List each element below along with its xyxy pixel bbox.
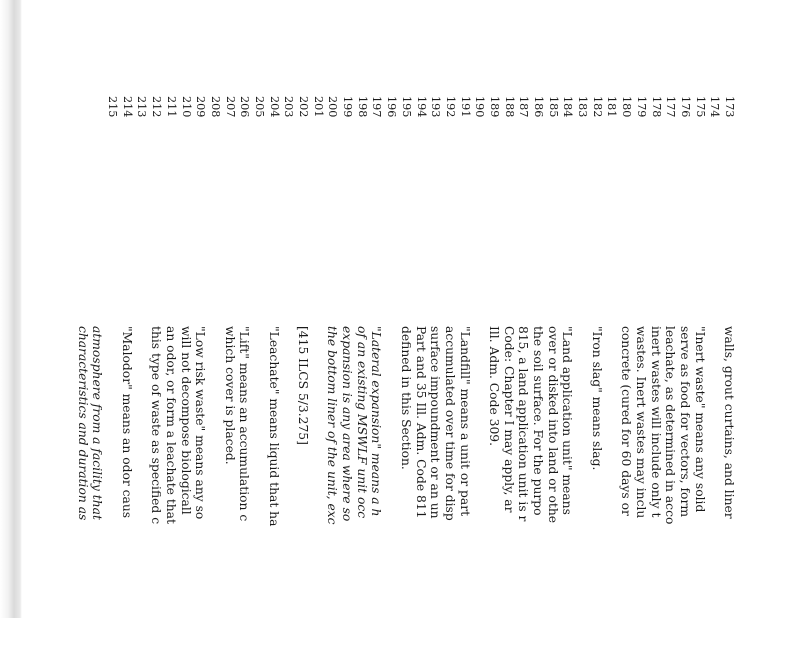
line-number: 176: [678, 96, 692, 118]
text-line: accumulated over time for disp: [442, 326, 457, 521]
line-number: 203: [282, 96, 296, 118]
definition-paragraph: [266, 326, 281, 656]
line-number: 208: [208, 96, 222, 118]
definition-paragraph: [398, 326, 471, 656]
definition-paragraph: [75, 326, 104, 656]
text-line: [415 ILCS 5/3.275]: [296, 326, 311, 445]
line-number: 182: [590, 96, 604, 118]
definition-paragraph: [222, 326, 251, 656]
paragraph-gap: [384, 326, 399, 656]
line-number: 187: [517, 96, 531, 118]
line-number: 211: [164, 96, 178, 118]
text-line: an odor, or form a leachate that: [163, 326, 178, 524]
line-number: 184: [561, 96, 575, 118]
text-line: Code: Chapter I may apply, ar: [501, 326, 516, 513]
line-number: 213: [135, 96, 149, 118]
line-number: 190: [473, 96, 487, 118]
body-text-column: [75, 326, 736, 656]
text-line: leachate, as determined in acco: [663, 326, 678, 525]
text-line: "Iron slag" means slag.: [589, 326, 604, 471]
text-line: "Lateral expansion" means a h: [369, 326, 384, 517]
text-line: surface impoundment or an un: [428, 326, 443, 519]
text-line: characteristics and duration as: [75, 326, 90, 521]
paragraph-gap: [104, 326, 119, 656]
line-number: 204: [267, 96, 281, 118]
paragraph-gap: [707, 326, 722, 656]
definition-paragraph: [119, 326, 134, 656]
line-number: 193: [429, 96, 443, 118]
paragraph-gap: [207, 326, 222, 656]
line-number: 186: [532, 96, 546, 118]
definition-paragraph: [325, 326, 384, 656]
text-line: serve as food for vectors, form: [677, 326, 692, 517]
text-line: which cover is placed.: [222, 326, 237, 465]
line-number: 175: [693, 96, 707, 118]
text-line: the soil surface. For the purpo: [531, 326, 546, 516]
line-number: 194: [414, 96, 428, 118]
text-line: "Land application unit" means: [560, 326, 575, 515]
text-line: "Lift" means an accumulation c: [237, 326, 252, 522]
text-line: walls, grout curtains, and liner: [722, 326, 736, 519]
text-line: "Low risk waste" means any so: [193, 326, 208, 520]
line-number: 180: [620, 96, 634, 118]
definition-paragraph: [486, 326, 574, 656]
text-line: expansion is any area where so: [340, 326, 355, 522]
line-number: 173: [723, 96, 736, 118]
line-number: 205: [253, 96, 266, 118]
paragraph-gap: [310, 326, 325, 656]
line-number: 198: [355, 96, 369, 118]
text-line: "Inert waste" means any solid: [692, 326, 707, 513]
text-line: this type of waste as specified c: [149, 326, 164, 525]
line-number: 199: [341, 96, 355, 118]
line-number: 200: [326, 96, 340, 118]
line-number: 177: [664, 96, 678, 118]
text-line: defined in this Section.: [398, 326, 413, 470]
line-number: 210: [179, 96, 193, 118]
line-number: 197: [370, 96, 384, 118]
line-number: 183: [576, 96, 590, 118]
text-line: concrete (cured for 60 days or: [619, 326, 634, 516]
paragraph-gap: [574, 326, 589, 656]
text-line: "Malodor" means an odor caus: [119, 326, 134, 519]
text-line: over or disked into land or othe: [545, 326, 560, 524]
line-number: 214: [120, 96, 134, 118]
line-number: 181: [605, 96, 619, 118]
line-number: 201: [311, 96, 325, 118]
paragraph-gap: [604, 326, 619, 656]
line-number: 207: [223, 96, 237, 118]
scanned-page-edge: [0, 0, 22, 618]
paragraph-gap: [472, 326, 487, 656]
line-number: 179: [634, 96, 648, 118]
text-line: atmosphere from a facility that: [90, 326, 105, 520]
text-line: of an existing MSWLF unit occ: [354, 326, 369, 519]
line-number-column: [104, 96, 736, 132]
paragraph-gap: [134, 326, 149, 656]
text-line: the bottom liner of the unit, exc: [325, 326, 340, 525]
text-line: Ill. Adm. Code 309.: [487, 326, 501, 447]
line-number: 178: [649, 96, 663, 118]
definition-paragraph: [149, 326, 208, 656]
paragraph-gap: [281, 326, 296, 656]
line-number: 215: [106, 96, 120, 118]
text-line: inert wastes will include only t: [648, 326, 663, 518]
text-line: 815, a land application unit is r: [516, 326, 531, 522]
line-number: 174: [708, 96, 722, 118]
line-number: 188: [502, 96, 516, 118]
paragraph-gap: [251, 326, 266, 656]
definition-paragraph: [589, 326, 604, 656]
line-number: 196: [385, 96, 399, 118]
line-number: 209: [194, 96, 208, 118]
text-line: "Landfill" means a unit or part: [457, 326, 472, 517]
definition-paragraph: [295, 326, 310, 656]
line-number: 195: [399, 96, 413, 118]
rotated-document-page: [75, 96, 736, 656]
definition-paragraph: [619, 326, 707, 656]
text-line: will not decompose biologicall: [178, 326, 193, 515]
line-number: 212: [150, 96, 164, 118]
line-number: 191: [458, 96, 472, 118]
definition-paragraph: [721, 326, 736, 656]
line-number: 185: [546, 96, 560, 118]
line-number: 206: [238, 96, 252, 118]
line-number: 192: [443, 96, 457, 118]
text-line: "Leachate" means liquid that ha: [266, 326, 281, 527]
text-line: Part and 35 Ill. Adm. Code 811: [413, 326, 428, 519]
line-number: 202: [297, 96, 311, 118]
text-line: wastes. Inert wastes may inclu: [633, 326, 648, 519]
line-number: 189: [488, 96, 501, 118]
